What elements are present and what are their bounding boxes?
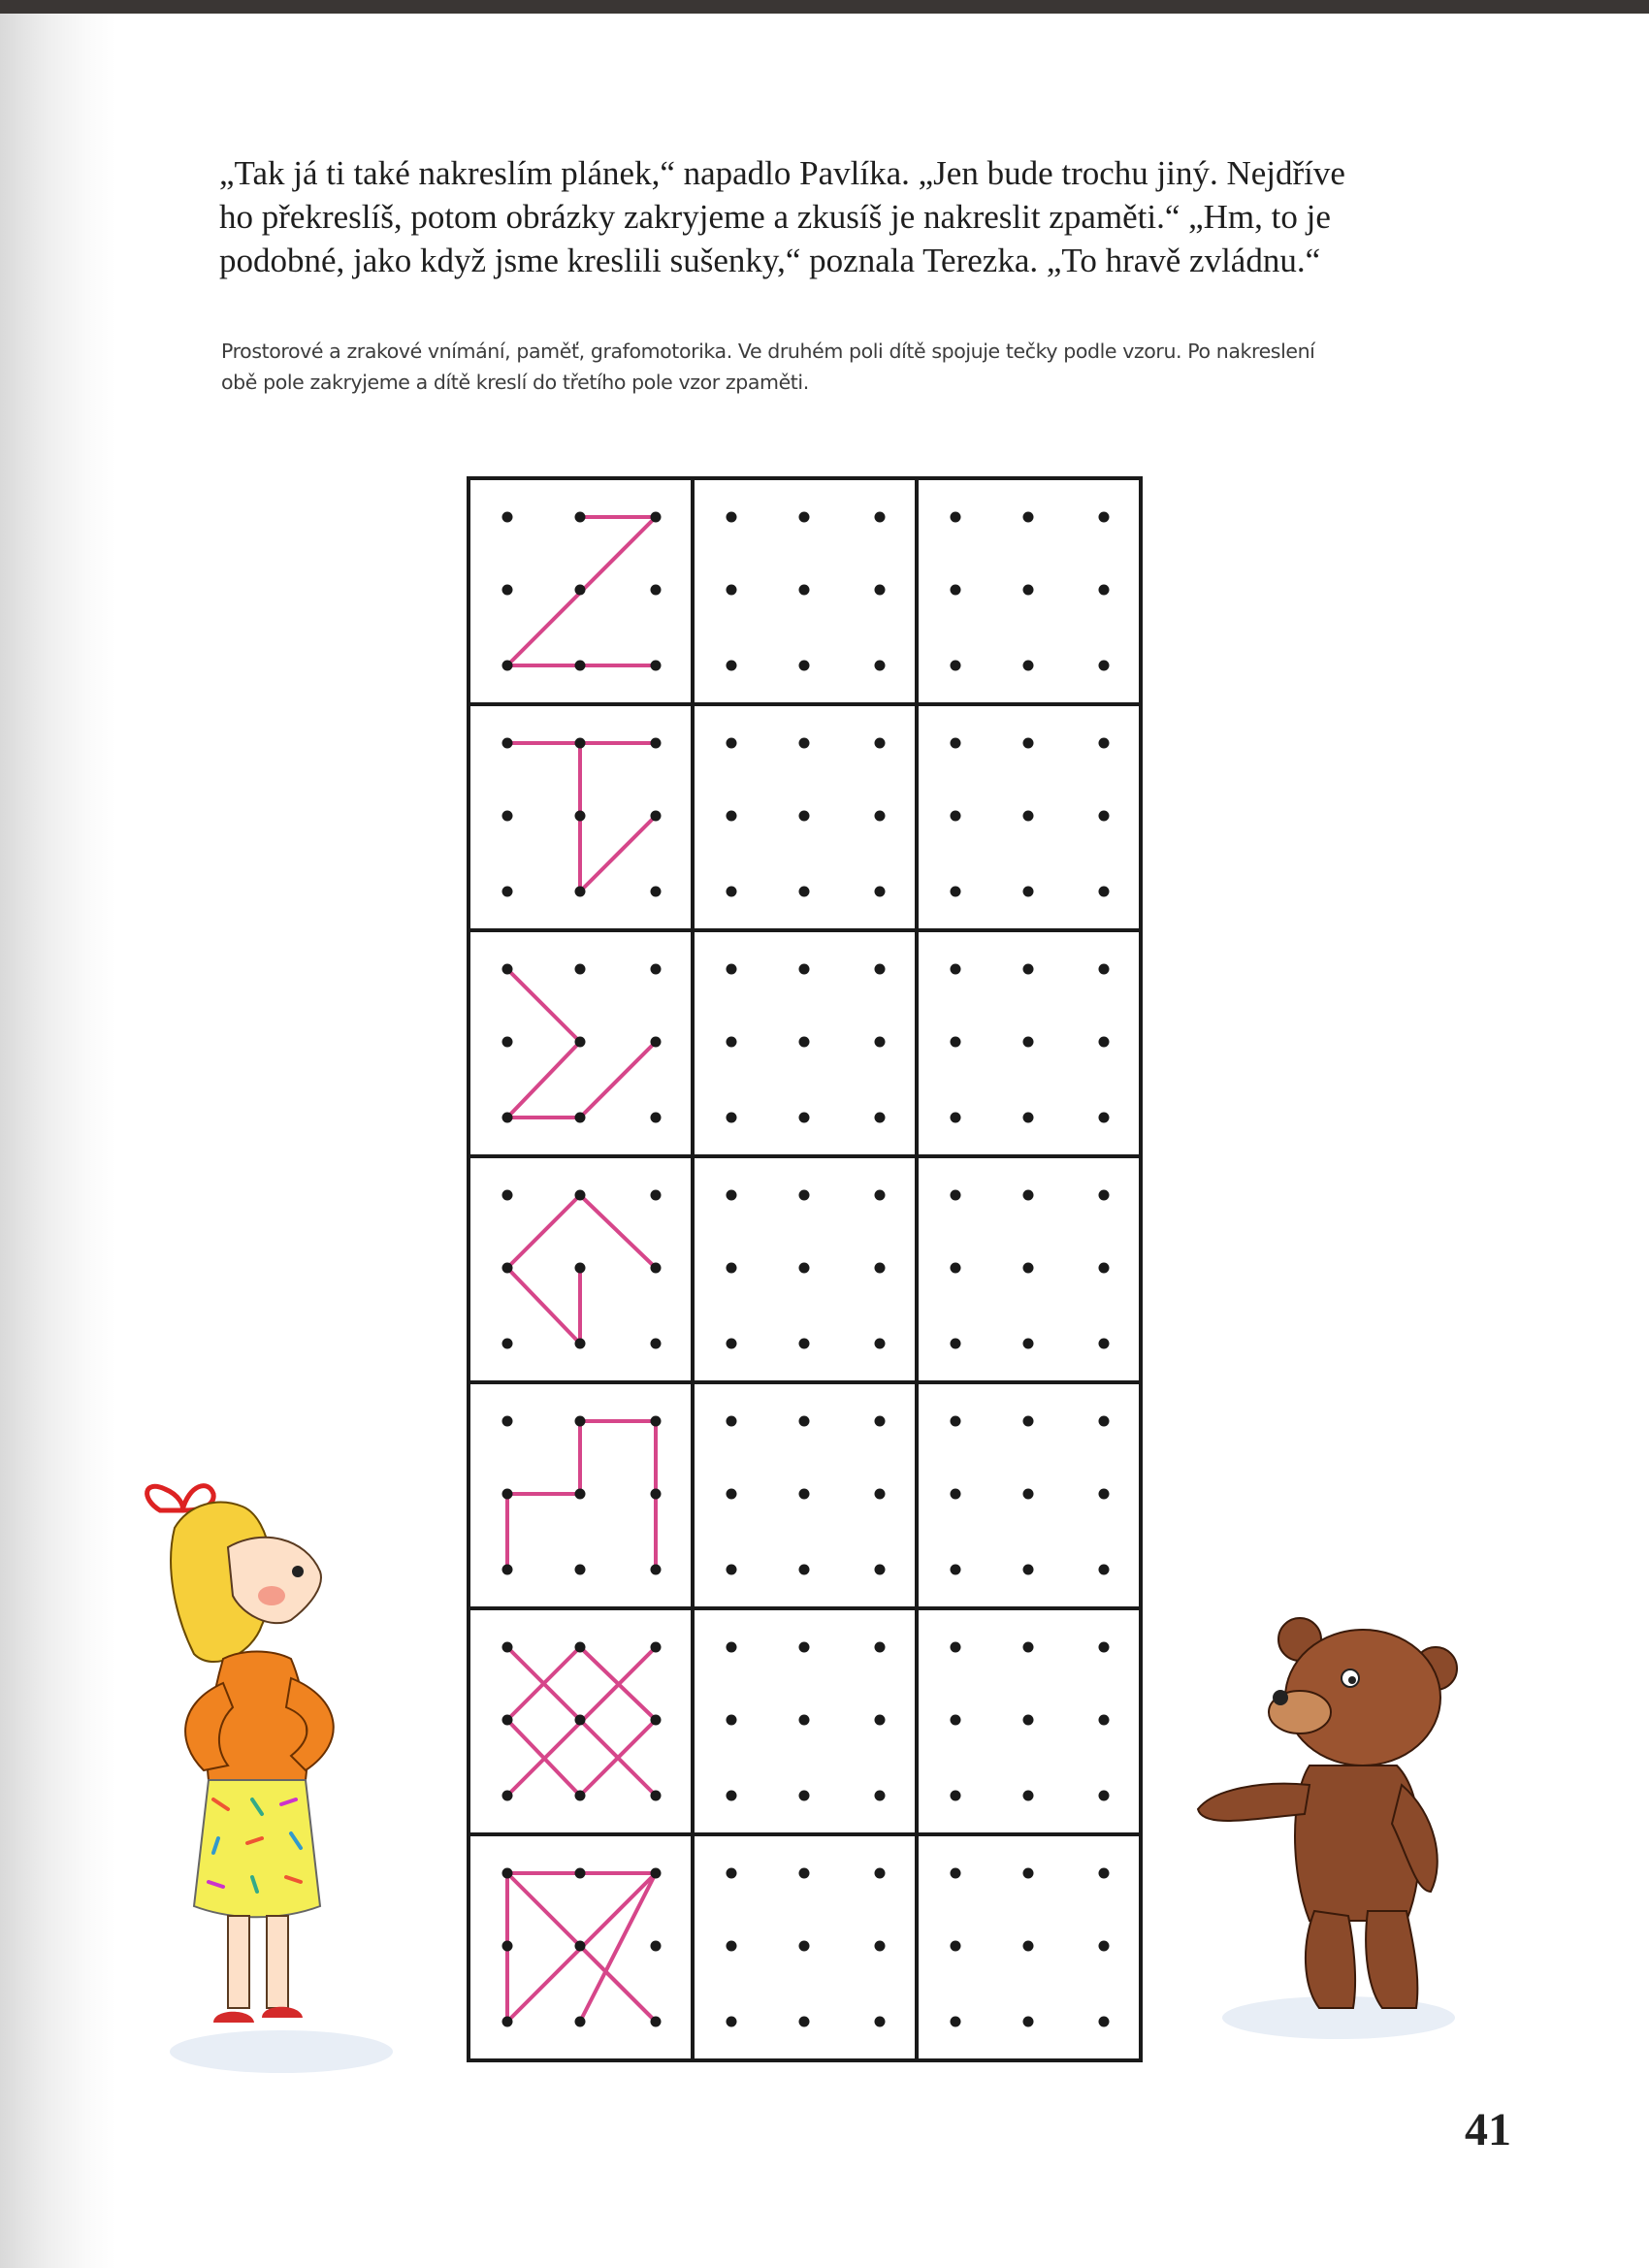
grid-dot [799,512,810,523]
grid-dot [799,1190,810,1201]
page-number: 41 [1465,2104,1511,2155]
grid-dot [951,964,961,975]
grid-dot [1099,964,1110,975]
grid-dot [575,1037,586,1048]
grid-dot [1099,1339,1110,1349]
grid-dot [727,811,737,822]
pattern-line [507,969,580,1042]
grid-dot [727,585,737,596]
grid-dot [875,738,886,749]
grid-dot [875,1113,886,1123]
grid-dot [1099,1791,1110,1801]
grid-dot [799,1037,810,1048]
grid-dot [651,1263,662,1274]
grid-dot [651,1715,662,1726]
grid-dot [1099,1489,1110,1500]
grid-dot [651,1642,662,1653]
grid-dot [575,585,586,596]
grid-dot [799,887,810,897]
grid-dot [502,1791,513,1801]
grid-dot [951,1565,961,1575]
grid-dot [799,1263,810,1274]
grid-dot [575,1565,586,1575]
grid-dot [799,1565,810,1575]
grid-dot [951,585,961,596]
grid-dot [727,2017,737,2027]
grid-dot [651,1489,662,1500]
pattern-line [507,1195,580,1268]
grid-dot [1099,1941,1110,1952]
dot-grid-svg [466,475,1145,2068]
grid-dot [1023,964,1034,975]
grid-dot [651,1037,662,1048]
grid-dot [502,1416,513,1427]
grid-dot [951,1791,961,1801]
grid-dot [1023,585,1034,596]
scan-top-edge [0,0,1649,14]
story-line: podobné, jako když jsme kreslili sušenky,“ poznala Terezka. „To hravě zvládnu.“ [219,242,1321,279]
grid-dot [799,1791,810,1801]
pattern-line [507,1268,580,1344]
exercise-instructions [221,336,1482,398]
grid-dot [502,1263,513,1274]
grid-dot [502,1715,513,1726]
grid-dot [875,1263,886,1274]
grid-dot [502,512,513,523]
pattern-line [507,1042,580,1118]
grid-dot [727,512,737,523]
grid-dot [951,1941,961,1952]
grid-dot [651,1941,662,1952]
grid-dot [502,964,513,975]
grid-dot [951,2017,961,2027]
grid-dot [727,661,737,671]
grid-dot [951,1868,961,1879]
grid-dot [651,887,662,897]
grid-dot [575,1715,586,1726]
grid-dot [951,1190,961,1201]
grid-dot [727,1416,737,1427]
grid-dot [875,1715,886,1726]
grid-dot [951,1263,961,1274]
grid-dot [727,887,737,897]
grid-dot [575,2017,586,2027]
grid-dot [875,1642,886,1653]
grid-dot [727,1489,737,1500]
grid-dot [727,964,737,975]
grid-dot [651,661,662,671]
grid-dot [575,738,586,749]
grid-dot [727,1263,737,1274]
grid-dot [651,2017,662,2027]
grid-dot [727,1941,737,1952]
grid-dot [951,811,961,822]
grid-dot [502,585,513,596]
grid-dot [1023,1715,1034,1726]
story-text [219,151,1471,282]
grid-dot [875,2017,886,2027]
grid-dot [1023,1339,1034,1349]
grid-dot [1023,661,1034,671]
grid-dot [1099,811,1110,822]
grid-dot [575,1339,586,1349]
grid-dot [651,1416,662,1427]
grid-dot [799,811,810,822]
grid-dot [875,512,886,523]
grid-dot [575,964,586,975]
grid-dot [1023,1037,1034,1048]
grid-dot [875,1941,886,1952]
grid-dot [951,661,961,671]
grid-dot [799,1868,810,1879]
grid-dot [502,887,513,897]
grid-dot [951,1339,961,1349]
grid-dot [875,1791,886,1801]
grid-dot [575,811,586,822]
grid-dot [875,811,886,822]
pattern-line [580,816,656,891]
grid-dot [799,738,810,749]
grid-dot [799,1113,810,1123]
grid-dot [575,1113,586,1123]
grid-dot [727,1868,737,1879]
grid-dot [875,1489,886,1500]
grid-dot [651,512,662,523]
grid-dot [1023,1791,1034,1801]
grid-dot [575,1190,586,1201]
grid-dot [1099,738,1110,749]
grid-dot [875,1565,886,1575]
grid-dot [951,887,961,897]
grid-dot [502,1113,513,1123]
grid-dot [502,1642,513,1653]
grid-dot [502,1190,513,1201]
grid-dot [951,1113,961,1123]
instruction-line: Prostorové a zrakové vnímání, paměť, grafomotorika. Ve druhém poli dítě spojuje tečky podle vzoru. Po nakreslení [221,340,1315,363]
grid-dot [799,661,810,671]
grid-dot [799,2017,810,2027]
grid-dot [575,1791,586,1801]
grid-dot [1099,1868,1110,1879]
pattern-line [580,1042,656,1118]
grid-dot [502,1941,513,1952]
pattern-line [580,1946,656,2022]
grid-dot [727,738,737,749]
grid-dot [799,1416,810,1427]
grid-dot [875,1037,886,1048]
grid-dot [1099,887,1110,897]
grid-dot [1023,1565,1034,1575]
grid-dot [1023,1489,1034,1500]
grid-dot [875,964,886,975]
grid-dot [651,1113,662,1123]
grid-dot [1099,661,1110,671]
grid-dot [651,738,662,749]
grid-dot [1023,1416,1034,1427]
grid-dot [799,1941,810,1952]
grid-dot [1023,738,1034,749]
grid-dot [727,1642,737,1653]
grid-dot [799,1642,810,1653]
grid-dot [575,661,586,671]
grid-dot [875,1190,886,1201]
grid-dot [727,1339,737,1349]
dot-grid-exercise [466,475,1145,2068]
grid-dot [727,1113,737,1123]
grid-dot [1099,1565,1110,1575]
grid-dot [799,1715,810,1726]
grid-dot [575,1941,586,1952]
grid-dot [575,1263,586,1274]
grid-dot [651,1868,662,1879]
grid-dot [1099,1416,1110,1427]
grid-dot [727,1565,737,1575]
grid-dot [1023,1190,1034,1201]
grid-dot [1023,1868,1034,1879]
grid-dot [651,585,662,596]
grid-dot [1099,1263,1110,1274]
grid-dot [502,1037,513,1048]
grid-dot [727,1715,737,1726]
grid-dot [1099,585,1110,596]
grid-dot [875,887,886,897]
grid-dot [651,811,662,822]
grid-dot [875,1339,886,1349]
grid-dot [951,1642,961,1653]
pattern-line [580,1195,656,1268]
teddy-bear-illustration [1193,1601,1465,2047]
grid-dot [951,1715,961,1726]
grid-dot [951,738,961,749]
grid-dot [951,1489,961,1500]
grid-dot [875,1868,886,1879]
story-line: ho překreslíš, potom obrázky zakryjeme a zkusíš je nakreslit zpaměti.“ „Hm, to je [219,198,1331,236]
grid-dot [575,1416,586,1427]
grid-dot [1023,512,1034,523]
grid-dot [575,1642,586,1653]
grid-dot [1023,887,1034,897]
grid-dot [651,1791,662,1801]
grid-dot [875,661,886,671]
book-spine-shadow [0,14,116,2268]
grid-dot [799,1489,810,1500]
grid-dot [1099,2017,1110,2027]
pattern-line [580,1873,656,2022]
grid-dot [727,1190,737,1201]
grid-dot [1023,1642,1034,1653]
grid-dot [575,512,586,523]
grid-dot [651,1339,662,1349]
grid-dot [502,1489,513,1500]
grid-dot [575,887,586,897]
grid-dot [575,1868,586,1879]
grid-dot [951,1037,961,1048]
grid-dot [1099,1113,1110,1123]
grid-dot [502,1339,513,1349]
grid-dot [502,661,513,671]
grid-dot [651,964,662,975]
grid-dot [727,1037,737,1048]
grid-dot [727,1791,737,1801]
grid-dot [651,1565,662,1575]
grid-dot [1023,811,1034,822]
grid-dot [651,1190,662,1201]
grid-dot [1023,2017,1034,2027]
grid-dot [875,1416,886,1427]
grid-dot [1099,1642,1110,1653]
grid-dot [1099,1037,1110,1048]
grid-dot [951,512,961,523]
grid-dot [951,1416,961,1427]
grid-dot [502,1868,513,1879]
grid-dot [799,585,810,596]
grid-dot [1023,1941,1034,1952]
grid-dot [1023,1263,1034,1274]
grid-dot [502,811,513,822]
grid-dot [875,585,886,596]
grid-dot [1099,512,1110,523]
grid-dot [799,1339,810,1349]
grid-dot [1099,1715,1110,1726]
story-line: „Tak já ti také nakreslím plánek,“ napadlo Pavlíka. „Jen bude trochu jiný. Nejdříve [219,154,1345,192]
grid-dot [799,964,810,975]
grid-dot [502,1565,513,1575]
girl-illustration [136,1460,398,2081]
grid-dot [502,738,513,749]
grid-dot [1099,1190,1110,1201]
grid-dot [502,2017,513,2027]
grid-dot [575,1489,586,1500]
grid-dot [1023,1113,1034,1123]
instruction-line: obě pole zakryjeme a dítě kreslí do třetího pole vzor zpaměti. [221,371,809,394]
